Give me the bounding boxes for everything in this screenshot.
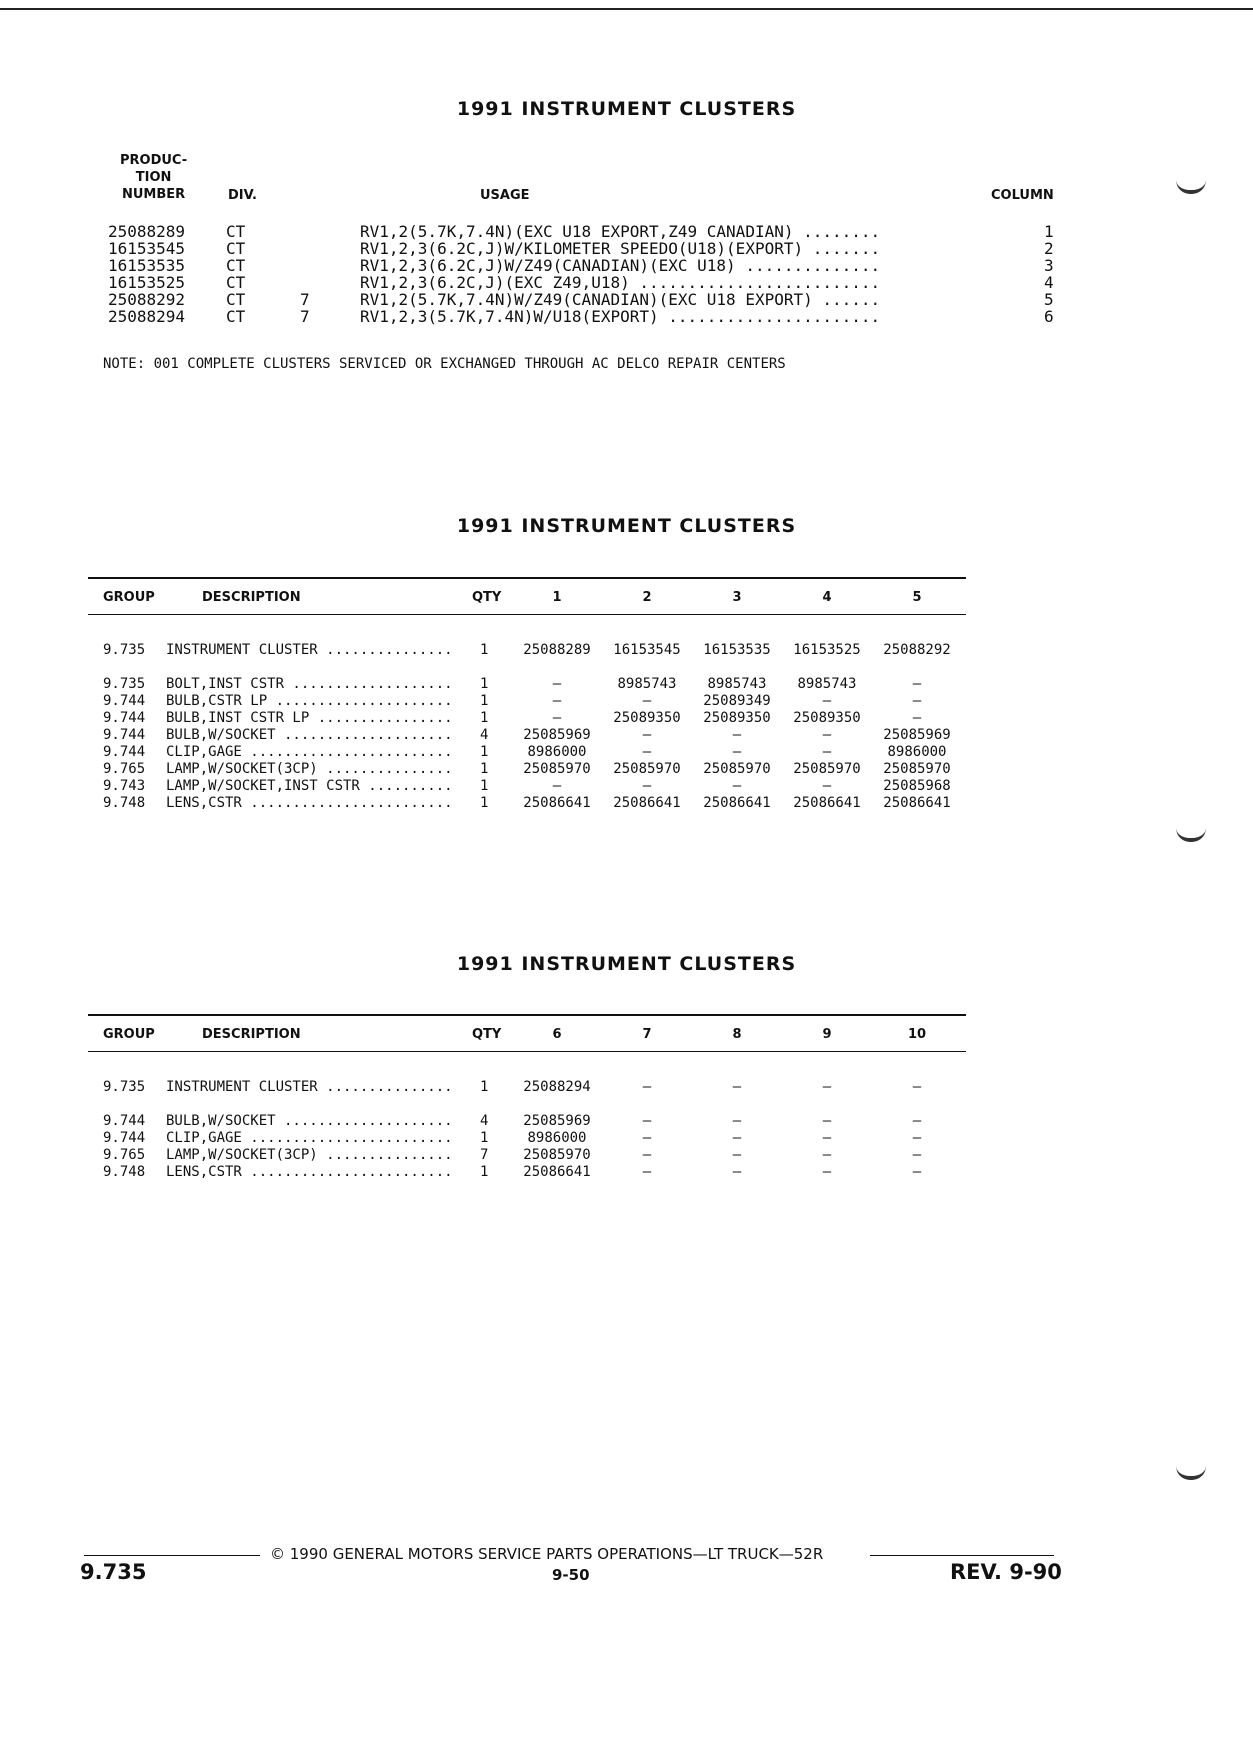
part-number: — [822, 778, 832, 794]
header-column: COLUMN [991, 188, 1054, 203]
header-production-line2: TION [135, 170, 172, 185]
part-number: — [732, 1130, 742, 1146]
part-number: 25085970 [883, 761, 951, 777]
part-number: 25089350 [793, 710, 861, 726]
part-number: 25085970 [703, 761, 771, 777]
part-number: — [732, 778, 742, 794]
production-number: 25088292 [108, 290, 186, 309]
usage-text: RV1,2,3(6.2C,J)W/KILOMETER SPEEDO(U18)(EXPORT) ....... [360, 239, 881, 258]
part-number: — [822, 1147, 832, 1163]
usage-text: RV1,2(5.7K,7.4N)(EXC U18 EXPORT,Z49 CANADIAN) ........ [360, 222, 881, 241]
part-number: 25086641 [523, 795, 591, 811]
part-number: 25085969 [523, 727, 591, 743]
group-number: 9.744 [103, 727, 146, 743]
production-number: 25088289 [108, 222, 186, 241]
table-header-row [0, 1027, 1253, 1044]
part-number: — [732, 744, 742, 760]
part-number: — [912, 1147, 922, 1163]
footer-rule-left [84, 1555, 260, 1556]
column-number: 6 [1044, 307, 1054, 326]
footer-rule-right [870, 1555, 1054, 1556]
part-number: 8985743 [797, 676, 857, 692]
part-number: 25085970 [793, 761, 861, 777]
part-number: — [912, 1079, 922, 1095]
part-number: 16153525 [793, 642, 861, 658]
part-description: LAMP,W/SOCKET(3CP) ............... [166, 1147, 453, 1163]
production-number: 16153535 [108, 256, 186, 275]
header-col: 8 [732, 1027, 742, 1042]
production-number: 16153545 [108, 239, 186, 258]
table-row [0, 1164, 1253, 1181]
part-number: 16153545 [613, 642, 681, 658]
header-qty: QTY [472, 1027, 502, 1042]
part-number: 25088289 [523, 642, 591, 658]
header-production-line1: PRODUC- [120, 153, 188, 168]
part-number: — [732, 1113, 742, 1129]
division: CT [226, 256, 246, 275]
group-number: 9.748 [103, 795, 146, 811]
binder-hole-mark [1176, 1466, 1206, 1480]
top-border-rule [0, 8, 1253, 10]
part-number: — [552, 710, 562, 726]
note-ref: 7 [300, 290, 310, 309]
column-number: 2 [1044, 239, 1054, 258]
group-number: 9.735 [103, 676, 146, 692]
part-number: — [912, 710, 922, 726]
part-number: — [642, 693, 652, 709]
table-row [0, 744, 1253, 761]
part-number: — [822, 1079, 832, 1095]
binder-hole-mark [1176, 828, 1206, 842]
table-row [0, 795, 1253, 812]
quantity: 1 [480, 744, 489, 760]
footer-section-number: 9.735 [80, 1560, 147, 1584]
part-number: — [642, 1130, 652, 1146]
header-col: 7 [642, 1027, 652, 1042]
group-number: 9.748 [103, 1164, 146, 1180]
table-row [0, 727, 1253, 744]
part-description: BULB,CSTR LP ..................... [166, 693, 453, 709]
header-col: 6 [552, 1027, 562, 1042]
part-number: 25088292 [883, 642, 951, 658]
part-number: 25085969 [523, 1113, 591, 1129]
column-number: 4 [1044, 273, 1054, 292]
table-header-row [0, 590, 1253, 607]
table-row [0, 1130, 1253, 1147]
quantity: 1 [480, 1130, 489, 1146]
section2-title: 1991 INSTRUMENT CLUSTERS [456, 515, 797, 537]
part-number: 25085970 [523, 1147, 591, 1163]
part-number: — [642, 778, 652, 794]
table-top-rule [88, 1014, 966, 1016]
header-production-number [120, 152, 187, 203]
part-number: — [822, 744, 832, 760]
quantity: 1 [480, 693, 489, 709]
group-number: 9.744 [103, 1130, 146, 1146]
division: CT [226, 307, 246, 326]
part-number: 25085969 [883, 727, 951, 743]
part-number: — [822, 1164, 832, 1180]
part-number: — [822, 693, 832, 709]
part-number: — [642, 1113, 652, 1129]
part-description: LENS,CSTR ........................ [166, 795, 453, 811]
header-col: 1 [552, 590, 562, 605]
footer-copyright: © 1990 GENERAL MOTORS SERVICE PARTS OPERATIONS—LT TRUCK—52R [270, 1545, 824, 1563]
header-description: DESCRIPTION [202, 1027, 301, 1042]
quantity: 1 [480, 795, 489, 811]
table-row [0, 642, 1253, 659]
part-number: 25086641 [523, 1164, 591, 1180]
table-row [0, 710, 1253, 727]
division: CT [226, 239, 246, 258]
part-description: LAMP,W/SOCKET,INST CSTR .......... [166, 778, 453, 794]
part-description: BULB,W/SOCKET .................... [166, 727, 453, 743]
part-number: — [552, 676, 562, 692]
group-number: 9.735 [103, 1079, 146, 1095]
part-number: — [642, 1164, 652, 1180]
part-number: 8986000 [527, 744, 587, 760]
part-number: — [732, 1147, 742, 1163]
part-description: CLIP,GAGE ........................ [166, 1130, 453, 1146]
table-row [0, 761, 1253, 778]
part-number: — [912, 1164, 922, 1180]
division: CT [226, 290, 246, 309]
part-description: BOLT,INST CSTR ................... [166, 676, 453, 692]
part-number: — [642, 727, 652, 743]
part-number: — [732, 727, 742, 743]
part-number: — [822, 1130, 832, 1146]
division: CT [226, 273, 246, 292]
division: CT [226, 222, 246, 241]
production-number: 16153525 [108, 273, 186, 292]
table-row [0, 1079, 1253, 1096]
header-col: 9 [822, 1027, 832, 1042]
group-number: 9.744 [103, 710, 146, 726]
table-row [0, 1113, 1253, 1130]
header-div: DIV. [228, 188, 257, 203]
part-number: — [912, 1130, 922, 1146]
part-description: INSTRUMENT CLUSTER ............... [166, 1079, 453, 1095]
table-row [0, 778, 1253, 795]
part-description: LENS,CSTR ........................ [166, 1164, 453, 1180]
usage-text: RV1,2(5.7K,7.4N)W/Z49(CANADIAN)(EXC U18 EXPORT) ...... [360, 290, 881, 309]
part-description: BULB,W/SOCKET .................... [166, 1113, 453, 1129]
part-number: 25086641 [883, 795, 951, 811]
part-number: — [552, 693, 562, 709]
part-number: 25088294 [523, 1079, 591, 1095]
quantity: 4 [480, 727, 489, 743]
header-col: 10 [907, 1027, 927, 1042]
part-number: 25089350 [703, 710, 771, 726]
table-row [0, 1147, 1253, 1164]
section3-title: 1991 INSTRUMENT CLUSTERS [456, 953, 797, 975]
part-number: 16153535 [703, 642, 771, 658]
part-number: 25085970 [613, 761, 681, 777]
service-note: NOTE: 001 COMPLETE CLUSTERS SERVICED OR EXCHANGED THROUGH AC DELCO REPAIR CENTERS [103, 356, 786, 372]
note-ref: 7 [300, 307, 310, 326]
part-number: — [822, 1113, 832, 1129]
part-description: LAMP,W/SOCKET(3CP) ............... [166, 761, 453, 777]
group-number: 9.744 [103, 693, 146, 709]
part-number: 25086641 [793, 795, 861, 811]
part-number: 25085968 [883, 778, 951, 794]
group-number: 9.735 [103, 642, 146, 658]
part-number: 25089350 [613, 710, 681, 726]
header-qty: QTY [472, 590, 502, 605]
quantity: 1 [480, 676, 489, 692]
table-top-rule [88, 577, 966, 579]
table-row [0, 693, 1253, 710]
header-col: 5 [912, 590, 922, 605]
part-number: 25089349 [703, 693, 771, 709]
part-number: 8986000 [887, 744, 947, 760]
part-number: — [642, 1079, 652, 1095]
quantity: 1 [480, 761, 489, 777]
part-number: — [552, 778, 562, 794]
usage-text: RV1,2,3(5.7K,7.4N)W/U18(EXPORT) ...................... [360, 307, 881, 326]
header-col: 3 [732, 590, 742, 605]
part-number: — [912, 1113, 922, 1129]
header-description: DESCRIPTION [202, 590, 301, 605]
column-number: 3 [1044, 256, 1054, 275]
quantity: 7 [480, 1147, 489, 1163]
part-number: — [912, 693, 922, 709]
group-number: 9.744 [103, 744, 146, 760]
part-number: 25086641 [613, 795, 681, 811]
quantity: 1 [480, 1164, 489, 1180]
quantity: 1 [480, 710, 489, 726]
usage-text: RV1,2,3(6.2C,J)(EXC Z49,U18) ......................... [360, 273, 881, 292]
header-group: GROUP [103, 590, 155, 605]
column-number: 5 [1044, 290, 1054, 309]
group-number: 9.765 [103, 1147, 146, 1163]
footer-revision: REV. 9-90 [950, 1560, 1062, 1584]
part-number: 8985743 [707, 676, 767, 692]
header-col: 4 [822, 590, 832, 605]
table-header-rule [88, 614, 966, 615]
part-number: — [912, 676, 922, 692]
group-number: 9.765 [103, 761, 146, 777]
header-production-line3: NUMBER [122, 187, 186, 202]
section1-title: 1991 INSTRUMENT CLUSTERS [456, 98, 797, 120]
part-number: 25085970 [523, 761, 591, 777]
part-number: — [642, 1147, 652, 1163]
binder-hole-mark [1176, 180, 1206, 194]
part-number: — [822, 727, 832, 743]
part-number: 8985743 [617, 676, 677, 692]
quantity: 1 [480, 642, 489, 658]
group-number: 9.743 [103, 778, 146, 794]
footer-page-number: 9-50 [552, 1566, 590, 1584]
part-number: — [732, 1079, 742, 1095]
header-usage: USAGE [480, 188, 530, 203]
group-number: 9.744 [103, 1113, 146, 1129]
part-number: — [642, 744, 652, 760]
table-header-rule [88, 1051, 966, 1052]
part-description: BULB,INST CSTR LP ................ [166, 710, 453, 726]
usage-text: RV1,2,3(6.2C,J)W/Z49(CANADIAN)(EXC U18) .............. [360, 256, 881, 275]
header-col: 2 [642, 590, 652, 605]
quantity: 1 [480, 1079, 489, 1095]
part-number: — [732, 1164, 742, 1180]
table-row [0, 676, 1253, 693]
production-number: 25088294 [108, 307, 186, 326]
quantity: 4 [480, 1113, 489, 1129]
part-number: 8986000 [527, 1130, 587, 1146]
quantity: 1 [480, 778, 489, 794]
part-description: CLIP,GAGE ........................ [166, 744, 453, 760]
part-number: 25086641 [703, 795, 771, 811]
part-description: INSTRUMENT CLUSTER ............... [166, 642, 453, 658]
header-group: GROUP [103, 1027, 155, 1042]
column-number: 1 [1044, 222, 1054, 241]
